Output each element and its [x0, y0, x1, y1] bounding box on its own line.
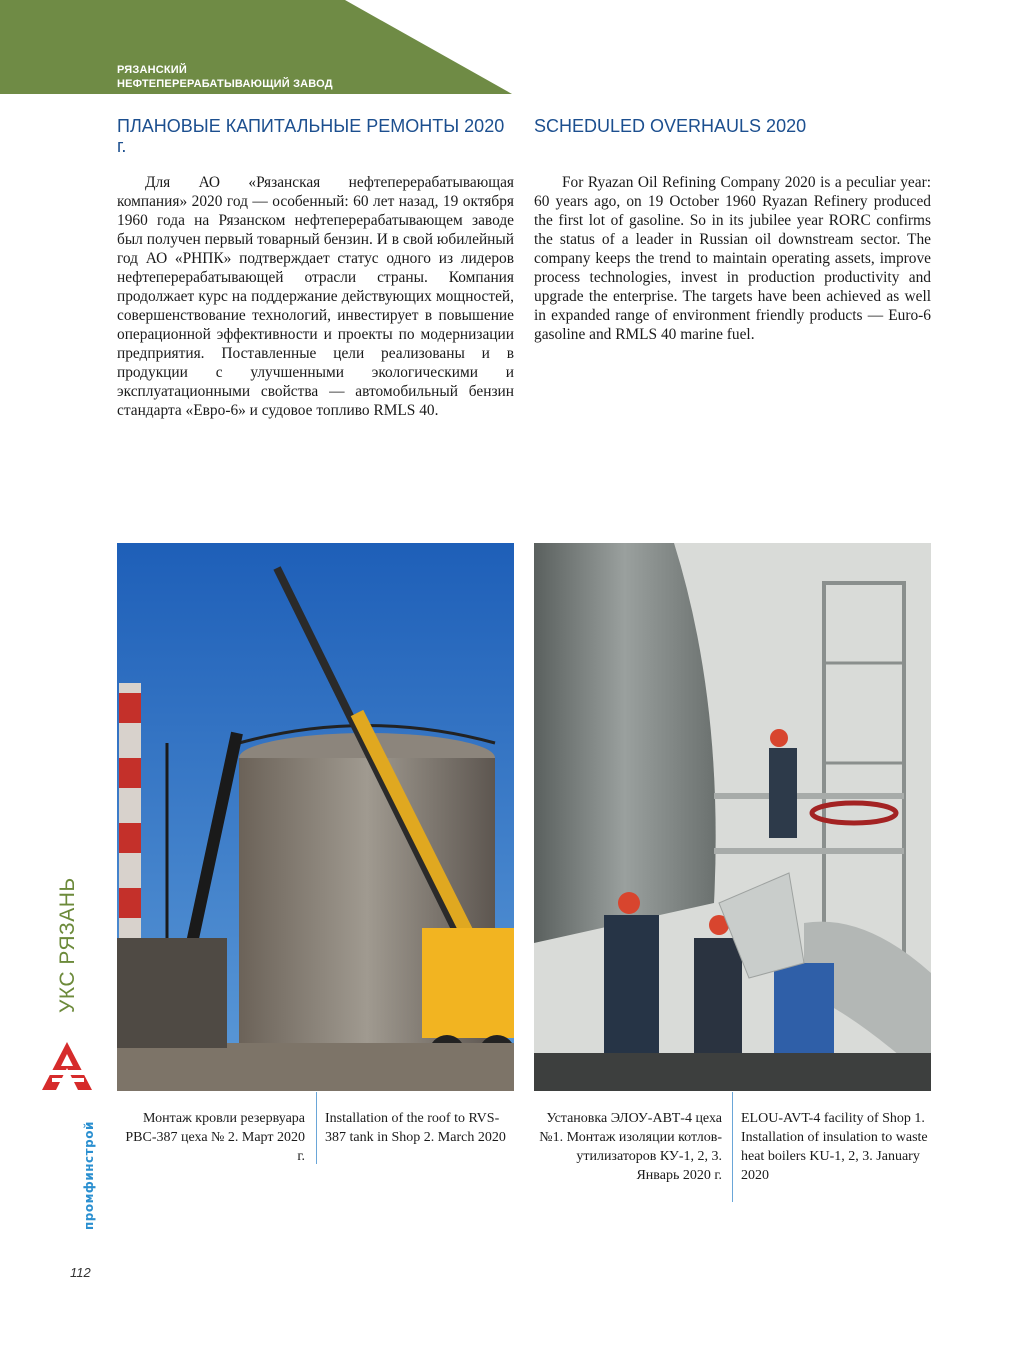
article-title-en: SCHEDULED OVERHAULS 2020: [534, 116, 807, 136]
caption-divider: [732, 1092, 733, 1202]
photo1-caption-ru: Монтаж кровли резервуара РВС-387 цеха № 2. Март 2020 г.: [125, 1111, 305, 1164]
header-title-line2: НЕФТЕПЕРЕРАБАТЫВАЮЩИЙ ЗАВОД: [117, 78, 333, 90]
company-logo-icon: [40, 1040, 95, 1092]
boiler-insulation-photo: [534, 543, 931, 1091]
publication-section-title: [117, 63, 333, 91]
photo2-caption-ru: Установка ЭЛОУ-АВТ-4 цеха №1. Монтаж изоляции котлов-утилизаторов КУ-1, 2, 3. Январь 2020 г.: [539, 1111, 722, 1183]
section-side-label: [56, 877, 79, 1014]
side-label-text: УКС РЯЗАНЬ: [56, 877, 79, 1013]
photo1-caption-en: Installation of the roof to RVS-387 tank in Shop 2. March 2020: [325, 1111, 506, 1145]
brand-name-vertical: [82, 1121, 96, 1231]
page-number: 112: [70, 1265, 91, 1280]
article-body-ru: Для АО «Рязанская нефтеперерабатывающая компания» 2020 год — особенный: 60 лет назад, 19 октября 1960 года на Рязанском нефтеперерабатывающем заводе был получен первый товарный бензин. И в свой юбилейный год АО «РНПК» подтверждает статус одного из лидеров нефтеперерабатывающей отрасли страны. Компания продолжает курс на поддержание действующих мощностей, совершенствование технологий, инвестирует в повышение операционной эффективности и проекты по модернизации предприятия. Поставленные цели реализованы и в продукции с улучшенными экологическими и эксплуатационными свойства — автомобильный бензин стандарта «Евро-6» и судовое топливо RMLS 40.: [117, 174, 514, 419]
article-title-ru: ПЛАНОВЫЕ КАПИТАЛЬНЫЕ РЕМОНТЫ 2020 г.: [117, 116, 505, 156]
article-body-en: For Ryazan Oil Refining Company 2020 is a peculiar year: 60 years ago, on 19 October 1960 Ryazan Refinery produced the first lot of gasoline. So in its jubilee year RORC confirms the status of a leader in Russian oil downstream sector. The company keeps the trend to maintain operating assets, improve process technologies, invest in production productivity and upgrade the enterprise. The targets have been achieved as well in expanded range of environment friendly products — Euro-6 gasoline and RMLS 40 marine fuel.: [534, 174, 931, 343]
photo2-caption-en: ELOU-AVT-4 facility of Shop 1. Installation of insulation to waste heat boilers KU-1, 2, 3. January 2020: [741, 1111, 928, 1183]
tank-roof-installation-photo: [117, 543, 514, 1091]
caption-divider: [316, 1092, 317, 1164]
brand-name-text: промфинстрой: [82, 1121, 96, 1230]
header-title-line1: РЯЗАНСКИЙ: [117, 64, 188, 76]
